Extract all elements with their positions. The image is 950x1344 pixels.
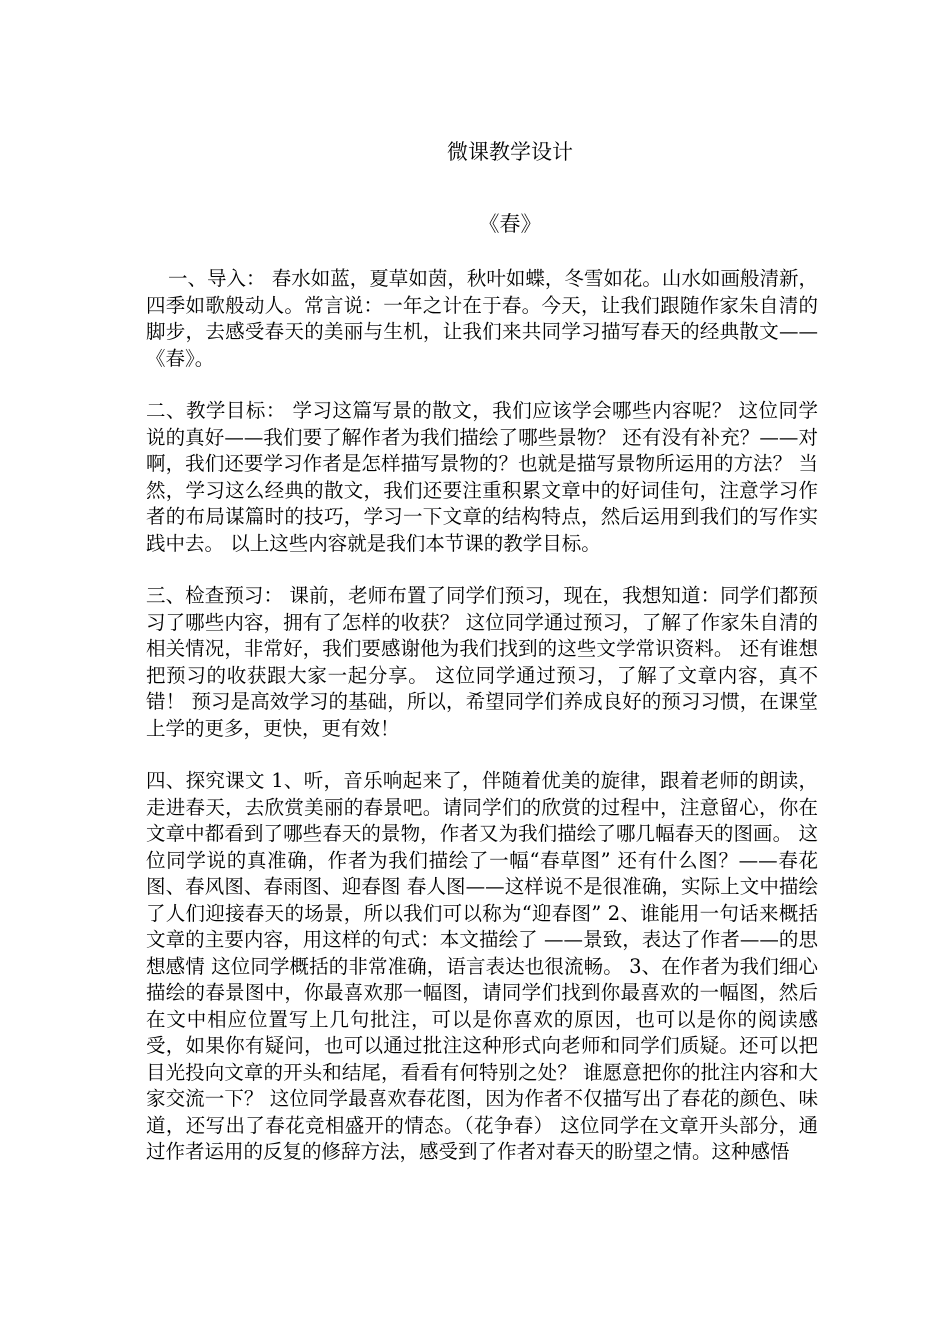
paragraph-intro: 一、导入： 春水如蓝，夏草如茵，秋叶如蝶，冬雪如花。山水如画般清新，四季如歌般动人。常言说：一年之计在于春。今天，让我们跟随作家朱自清的脚步，去感受春天的美丽与生机，让我们来共同学习描写春天的经典散文——《春》。 bbox=[146, 267, 818, 370]
document-body bbox=[146, 266, 818, 1192]
document-title: 微课教学设计 bbox=[447, 140, 573, 164]
paragraph-preview: 三、检查预习： 课前，老师布置了同学们预习，现在，我想知道：同学们都预习了哪些内容，拥有了怎样的收获？ 这位同学通过预习，了解了作家朱自清的相关情况，非常好，我们要感谢他为我们找到的这些文学常识资料。 还有谁想把预习的收获跟大家一起分享。 这位同学通过预习，了解了文章内容，真不错！ 预习是高效学习的基础，所以，希望同学们养成良好的预习习惯，在课堂上学的更多，更快，更有效！ bbox=[146, 584, 818, 740]
paragraph-explore: 四、探究课文 1、听，音乐响起来了，伴随着优美的旋律，跟着老师的朗读，走进春天，去欣赏美丽的春景吧。请同学们的欣赏的过程中，注意留心，你在文章中都看到了哪些春天的景物，作者又为我们描绘了哪几幅春天的图画。 这位同学说的真准确，作者为我们描绘了一幅“春草图” 还有什么图？——春花图、春风图、春雨图、迎春图 春人图——这样说不是很准确，实际上文中描绘了人们迎接春天的场景，所以我们可以称为“迎春图” 2、谁能用一句话来概括文章的主要内容，用这样的句式：本文描绘了 ——景致，表达了作者——的思想感情 这位同学概括的非常准确，语言表达也很流畅。 3、在作者为我们细心描绘的春景图中，你最喜欢那一幅图，请同学们找到你最喜欢的一幅图，然后在文中相应位置写上几句批注，可以是你喜欢的原因，也可以是你的阅读感受，如果你有疑问，也可以通过批注这种形式向老师和同学们质疑。还可以把目光投向文章的开头和结尾，看看有何特别之处？ 谁愿意把你的批注内容和大家交流一下？ 这位同学最喜欢春花图，因为作者不仅描写出了春花的颜色、味道，还写出了春花竞相盛开的情态。（花争春） 这位同学在文章开头部分，通过作者运用的反复的修辞方法，感受到了作者对春天的盼望之情。这种感悟 bbox=[146, 769, 818, 1163]
document-subtitle: 《春》 bbox=[478, 212, 542, 236]
paragraph-goals: 二、教学目标： 学习这篇写景的散文，我们应该学会哪些内容呢？ 这位同学说的真好——我们要了解作者为我们描绘了哪些景物？ 还有没有补充？——对啊，我们还要学习作者是怎样描写景物的？也就是描写景物所运用的方法？ 当然，学习这么经典的散文，我们还要注重积累文章中的好词佳句，注意学习作者的布局谋篇时的技巧，学习一下文章的结构特点，然后运用到我们的写作实践中去。 以上这些内容就是我们本节课的教学目标。 bbox=[146, 399, 818, 555]
